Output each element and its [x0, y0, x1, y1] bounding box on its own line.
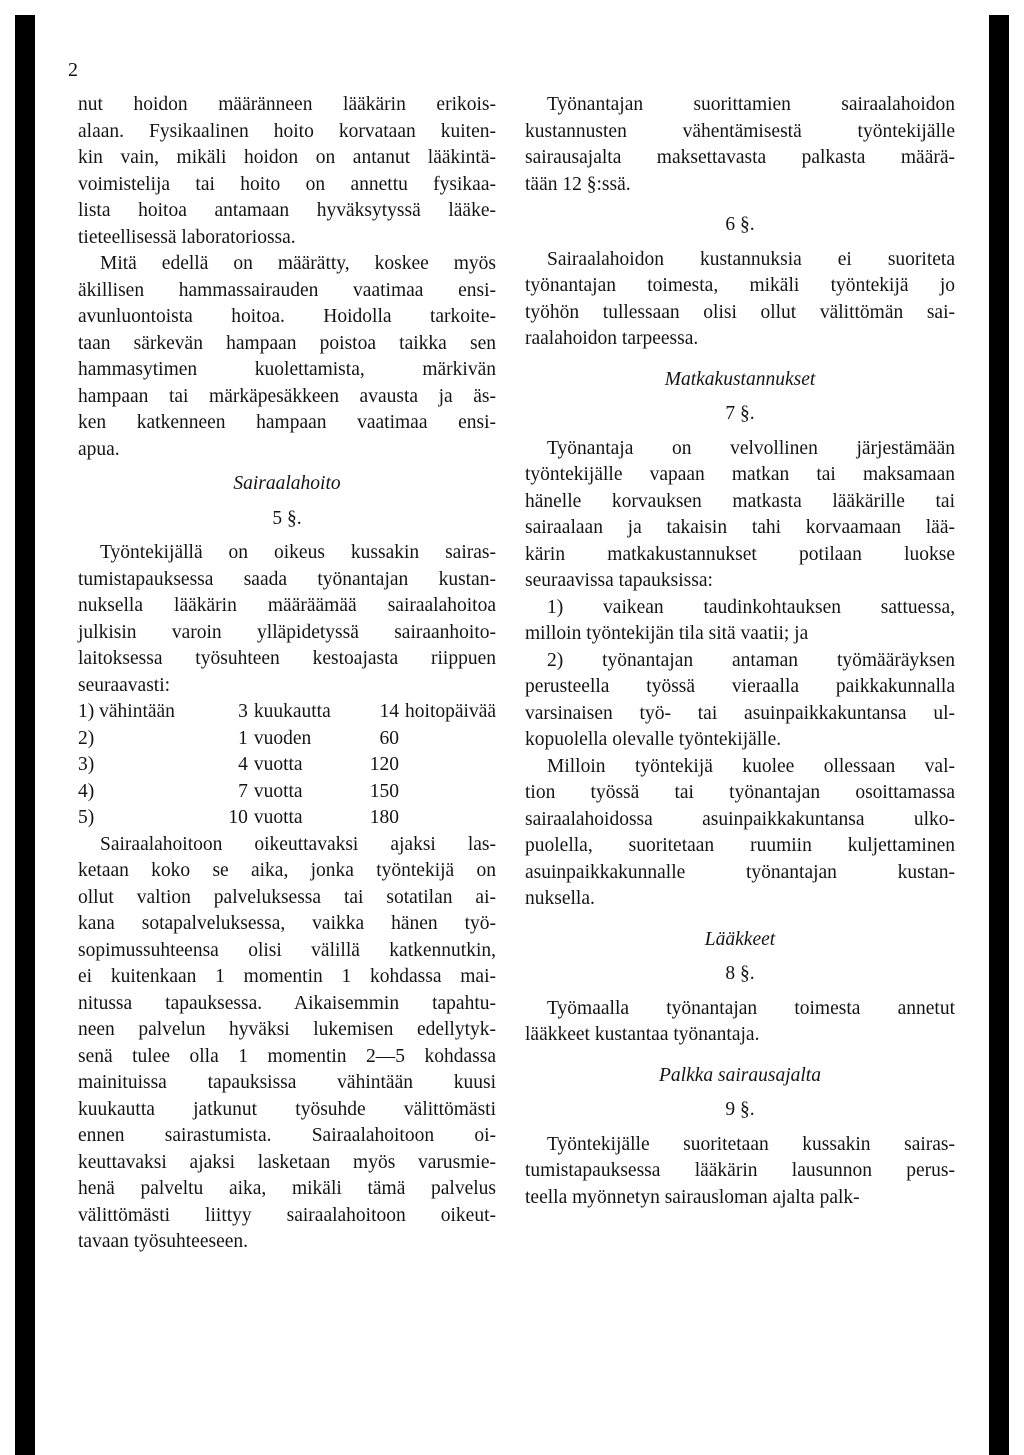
text-line: puolella, suoritetaan ruumiin kuljettaminen	[525, 835, 955, 856]
schedule-unit: vuotta	[253, 780, 303, 802]
section-9: 9 §.	[725, 1099, 755, 1120]
schedule-duration: 4	[238, 754, 248, 775]
text-line: kuukautta jatkunut työsuhde välittömästi	[78, 1098, 496, 1120]
text-line: kärin matkakustannukset potilaan luokse	[525, 543, 955, 565]
schedule-number: 2)	[78, 727, 95, 749]
section-5: 5 §.	[272, 507, 302, 529]
text-line: kana sotapalveluksessa, vaikka hänen työ-	[78, 913, 496, 934]
text-line: henä palveltu aika, mikäli tämä palvelus	[78, 1178, 496, 1199]
text-line: keuttavaksi ajaksi lasketaan myös varusmie-	[78, 1151, 496, 1173]
schedule-row	[78, 699, 496, 726]
hospital-days-table	[78, 699, 496, 832]
text-line: Työnantaja on velvollinen järjestämään	[547, 437, 955, 459]
text-line: hampaan tai märkäpesäkkeen avausta ja äs-	[78, 385, 496, 407]
heading-medicines: Lääkkeet	[704, 928, 776, 950]
text-line: teella myönnetyn sairausloman ajalta palk-	[525, 1186, 860, 1208]
schedule-unit: vuoden	[253, 727, 312, 749]
paragraph-no-costs	[525, 247, 955, 353]
text-line: äkillisen hammassairauden vaatimaa ensi-	[78, 279, 496, 301]
text-line: sairaalaan ja takaisin tahi korvaamaan lää-	[525, 517, 955, 538]
schedule-duration: 7	[238, 780, 248, 802]
text-line: Sairaalahoidon kustannuksia ei suoriteta	[547, 248, 955, 270]
paragraph-treatment	[78, 92, 496, 251]
text-line: milloin työntekijän tila sitä vaatii; ja	[525, 623, 809, 644]
text-line: kustannusten vähentämisestä työntekijälle	[525, 120, 955, 142]
schedule-number: 1) vähintään	[78, 701, 175, 722]
text-line: lääkkeet kustantaa työnantaja.	[525, 1024, 760, 1045]
paragraph-cost-deduction	[525, 92, 955, 198]
text-line: mainituissa tapauksissa vähintään kuusi	[78, 1072, 496, 1093]
text-line: nitussa tapauksessa. Aikaisemmin tapahtu-	[78, 992, 496, 1014]
text-line: työhön tullessaan olisi ollut välittömän sai-	[525, 301, 955, 323]
schedule-days: 150	[369, 780, 400, 802]
text-line: Työnantajan suorittamien sairaalahoidon	[547, 94, 955, 115]
text-line: voimistelija tai hoito on annettu fysikaa-	[78, 173, 496, 195]
text-line: kin vain, mikäli hoidon on antanut lääkintä-	[78, 147, 496, 168]
schedule-row	[78, 752, 496, 779]
left-column	[78, 92, 496, 1256]
right-column	[525, 92, 955, 1211]
schedule-row	[78, 779, 496, 806]
text-line: raalahoidon tarpeessa.	[525, 328, 699, 349]
text-line: Milloin työntekijä kuolee ollessaan val-	[547, 755, 955, 777]
text-line: työntekijälle vapaan matkan tai maksamaan	[525, 464, 955, 485]
schedule-duration: 3	[238, 701, 248, 722]
heading-travel-costs: Matkakustannukset	[664, 368, 816, 390]
text-line: ketaan koko se aika, jonka työntekijä on	[78, 860, 496, 881]
text-line: hänelle korvauksen matkasta lääkärille tai	[525, 490, 955, 512]
section-8: 8 §.	[725, 963, 755, 984]
text-line: kopuolella olevalle työntekijälle.	[525, 729, 782, 750]
text-line: sopimussuhteensa olisi välillä katkennutkin,	[78, 939, 496, 961]
schedule-days: 120	[369, 754, 400, 775]
text-line: nuksella lääkärin määräämää sairaalahoitoa	[78, 595, 496, 616]
text-line: senä tulee olla 1 momentin 2—5 kohdassa	[78, 1045, 496, 1067]
schedule-row	[78, 805, 496, 832]
text-line: perusteella työssä vieraalla paikkakunnalla	[525, 676, 955, 697]
text-line: avunluontoista hoitoa. Hoidolla tarkoite-	[78, 306, 496, 327]
list-item-2	[525, 648, 955, 754]
schedule-days-label	[399, 752, 496, 779]
text-line: tumistapauksessa lääkärin lausunnon perus-	[525, 1160, 955, 1181]
text-line: 1) vaikean taudinkohtauksen sattuessa,	[547, 596, 955, 618]
schedule-days-label	[399, 779, 496, 806]
text-line: tieteellisessä laboratoriossa.	[78, 226, 296, 248]
right-scan-border	[989, 15, 1009, 1455]
text-line: nut hoidon määränneen lääkärin erikois-	[78, 94, 496, 115]
section-6: 6 §.	[725, 214, 755, 235]
text-line: sairausajalta maksettavasta palkasta määrä-	[525, 147, 955, 168]
text-line: Sairaalahoitoon oikeuttavaksi ajaksi las-	[100, 833, 496, 855]
schedule-days: 14	[379, 701, 400, 722]
paragraph-death-transport	[525, 754, 955, 913]
schedule-unit: vuotta	[253, 807, 303, 828]
text-line: tavaan työsuhteeseen.	[78, 1231, 249, 1252]
text-line: ollut valtion palveluksessa tai sotatilan ai-	[78, 886, 496, 908]
text-line: 2) työnantajan antaman työmääräyksen	[547, 649, 955, 671]
text-line: neen palvelun hyväksi lukemisen edellytyk-	[78, 1019, 496, 1040]
text-line: ennen sairastumista. Sairaalahoitoon oi-	[78, 1125, 496, 1146]
text-line: varsinaisen työ- tai asuinpaikkakuntansa ul-	[525, 702, 955, 724]
page-number: 2	[68, 59, 78, 81]
text-line: Mitä edellä on määrätty, koskee myös	[100, 253, 496, 274]
text-line: alaan. Fysikaalinen hoito korvataan kuiten-	[78, 120, 496, 142]
list-item-1	[525, 595, 955, 648]
text-line: laitoksessa työsuhteen kestoajasta riippuen	[78, 648, 496, 669]
schedule-row	[78, 726, 496, 753]
text-line: ken katkenneen hampaan vaatimaa ensi-	[78, 412, 496, 433]
schedule-unit: vuotta	[253, 754, 303, 775]
schedule-number: 4)	[78, 780, 95, 802]
text-line: hammasytimen kuolettamista, märkivän	[78, 359, 496, 380]
schedule-unit: kuukautta	[253, 701, 331, 722]
text-line: apua.	[78, 438, 120, 460]
left-scan-border	[15, 15, 35, 1455]
text-line: lista hoitoa antamaan hyväksytyssä lääke-	[78, 200, 496, 221]
paragraph-service-time	[78, 832, 496, 1256]
schedule-number: 3)	[78, 754, 95, 775]
text-line: välittömästi liittyy sairaalahoitoon oikeut-	[78, 1204, 496, 1226]
schedule-days: 180	[369, 807, 400, 828]
text-line: Työntekijälle suoritetaan kussakin sairas-	[547, 1133, 955, 1155]
text-line: Työmaalla työnantajan toimesta annetut	[547, 997, 955, 1019]
text-line: asuinpaikkakunnalle työnantajan kustan-	[525, 861, 955, 883]
text-line: sairaalahoidossa asuinpaikkakuntansa ulko-	[525, 808, 955, 830]
paragraph-hospital-right	[78, 540, 496, 699]
paragraph-travel-duty	[525, 436, 955, 595]
text-line: julkisin varoin ylläpidetyssä sairaanhoito-	[78, 621, 496, 643]
text-line: tumistapauksessa saada työnantajan kustan-	[78, 568, 496, 590]
text-line: tion työssä tai työnantajan osoittamassa	[525, 782, 955, 803]
schedule-number: 5)	[78, 807, 95, 828]
schedule-days-label: hoitopäivää	[405, 701, 496, 722]
schedule-duration: 10	[228, 807, 248, 828]
schedule-duration: 1	[238, 727, 248, 749]
schedule-days: 60	[379, 727, 400, 749]
schedule-days-label	[399, 805, 496, 832]
section-7: 7 §.	[725, 403, 755, 424]
text-line: ei kuitenkaan 1 momentin 1 kohdassa mai-	[78, 966, 496, 987]
text-line: taan särkevän hampaan poistoa taikka sen	[78, 332, 496, 354]
heading-sick-pay: Palkka sairausajalta	[659, 1064, 821, 1086]
text-line: seuraavasti:	[78, 674, 171, 696]
heading-hospital-care: Sairaalahoito	[233, 473, 341, 494]
text-line: työnantajan toimesta, mikäli työntekijä jo	[525, 275, 955, 296]
paragraph-dental	[78, 251, 496, 463]
text-line: tään 12 §:ssä.	[525, 173, 631, 195]
text-line: Työntekijällä on oikeus kussakin sairas-	[100, 542, 496, 563]
schedule-days-label	[399, 726, 496, 753]
paragraph-sick-leave-pay	[525, 1132, 955, 1212]
paragraph-medicines	[525, 996, 955, 1049]
text-line: seuraavissa tapauksissa:	[525, 570, 713, 591]
text-line: nuksella.	[525, 888, 595, 909]
